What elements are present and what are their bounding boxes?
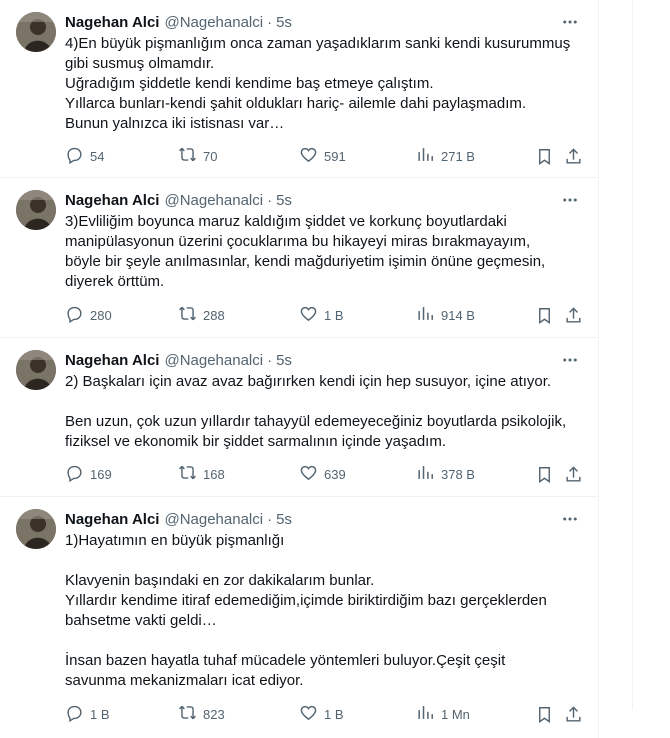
share-icon[interactable] [564, 463, 583, 485]
tweet-actions [65, 304, 585, 326]
timestamp[interactable]: 5s [276, 13, 292, 31]
tweet[interactable] [0, 178, 598, 338]
timestamp[interactable]: 5s [276, 351, 292, 369]
views-icon [416, 703, 435, 725]
like-count: 591 [324, 148, 346, 164]
bookmark-icon[interactable] [535, 703, 554, 725]
tweet-text-content: 3)Evliliğim boyunca maruz kaldığım şiddet ve korkunç boyutlardaki manipülasyonun üzerini çocuklarıma bu hikayeyi miras bırakmayayım, böyle bir şeyle anılmasınlar, kendi mağduriyetim işimin önüne geçmesin, diyerek örttüm. [65, 213, 546, 290]
timestamp[interactable]: 5s [276, 510, 292, 528]
views-button[interactable] [416, 304, 475, 326]
reply-icon [65, 463, 84, 485]
more-icon[interactable] [558, 10, 582, 34]
separator: · [267, 191, 273, 209]
reply-button[interactable] [65, 145, 104, 167]
avatar[interactable] [16, 190, 56, 230]
reply-icon [65, 145, 84, 167]
repost-count: 288 [203, 307, 225, 323]
bookmark-icon[interactable] [535, 463, 554, 485]
reply-button[interactable] [65, 304, 112, 326]
repost-count: 70 [203, 148, 218, 164]
like-count: 1 B [324, 307, 344, 323]
views-count: 1 Mn [441, 706, 470, 722]
like-icon [299, 145, 318, 167]
bookmark-icon[interactable] [535, 145, 554, 167]
author-name[interactable]: Nagehan Alci [65, 510, 160, 528]
avatar[interactable] [16, 509, 56, 549]
like-count: 639 [324, 466, 346, 482]
tweet-text [65, 531, 585, 691]
repost-button[interactable] [178, 463, 225, 485]
views-count: 914 B [441, 307, 475, 323]
tweet-text [65, 34, 585, 134]
repost-button[interactable] [178, 304, 225, 326]
views-icon [416, 145, 435, 167]
tweet-actions [65, 703, 585, 725]
tweet-text-content: 2) Başkaları için avaz avaz bağırırken kendi için hep susuyor, içine atıyor. Ben uzun, çok uzun yıllardır tahayyül edemeyeceğiniz boyutlarda psikolojik, fiziksel ve ekonomik bir şiddet sarmalının içinde yaşadım. [65, 373, 567, 450]
like-count: 1 B [324, 706, 344, 722]
author-name[interactable]: Nagehan Alci [65, 191, 160, 209]
author-name[interactable]: Nagehan Alci [65, 351, 160, 369]
separator: · [267, 510, 273, 528]
tweet-actions [65, 463, 585, 485]
reply-count: 280 [90, 307, 112, 323]
tweet-header [65, 509, 292, 529]
author-handle[interactable]: @Nagehanalci [164, 510, 264, 528]
tweet[interactable] [0, 0, 598, 178]
like-icon [299, 703, 318, 725]
reply-count: 169 [90, 466, 112, 482]
author-handle[interactable]: @Nagehanalci [164, 191, 264, 209]
tweet[interactable] [0, 338, 598, 497]
separator: · [267, 13, 273, 31]
like-button[interactable] [299, 145, 346, 167]
views-icon [416, 304, 435, 326]
author-handle[interactable]: @Nagehanalci [164, 351, 264, 369]
tweet-header [65, 350, 292, 370]
tweet-actions [65, 145, 585, 167]
reply-count: 1 B [90, 706, 110, 722]
like-icon [299, 463, 318, 485]
like-button[interactable] [299, 304, 344, 326]
like-icon [299, 304, 318, 326]
repost-icon [178, 304, 197, 326]
repost-icon [178, 703, 197, 725]
author-name[interactable]: Nagehan Alci [65, 13, 160, 31]
tweet-text [65, 212, 585, 292]
share-icon[interactable] [564, 145, 583, 167]
avatar[interactable] [16, 12, 56, 52]
tweet-header [65, 12, 292, 32]
reply-count: 54 [90, 148, 105, 164]
views-button[interactable] [416, 703, 470, 725]
tweet-text-content: 1)Hayatımın en büyük pişmanlığı Klavyenin başındaki en zor dakikalarım bunlar. Yıllardır kendime itiraf edemediğim,içimde biriktirdiğim bazı gerçeklerden bahsetme vakti geldi… İnsan bazen hayatla tuhaf mücadele yöntemleri buluyor.Çeşit çeşit savunma mekanizmaları icat ediyor. [65, 532, 547, 689]
repost-icon [178, 463, 197, 485]
repost-button[interactable] [178, 145, 217, 167]
views-button[interactable] [416, 145, 475, 167]
bookmark-icon[interactable] [535, 304, 554, 326]
reply-icon [65, 703, 84, 725]
more-icon[interactable] [558, 188, 582, 212]
share-icon[interactable] [564, 304, 583, 326]
tweet[interactable] [0, 497, 598, 738]
tweet-text-content: 4)En büyük pişmanlığım onca zaman yaşadıklarım sanki kendi kusurummuş gibi susmuş olmamdır. Uğradığım şiddetle kendi kendime baş etmeye çalıştım. Yıllarca bunları-kendi şahit oldukları hariç- ailemle dahi paylaşmadım. Bunun yalnızca iki istisnası var… [65, 35, 571, 132]
more-icon[interactable] [558, 348, 582, 372]
avatar[interactable] [16, 350, 56, 390]
repost-count: 168 [203, 466, 225, 482]
more-icon[interactable] [558, 507, 582, 531]
reply-button[interactable] [65, 463, 112, 485]
repost-icon [178, 145, 197, 167]
views-count: 271 B [441, 148, 475, 164]
author-handle[interactable]: @Nagehanalci [164, 13, 264, 31]
repost-button[interactable] [178, 703, 225, 725]
like-button[interactable] [299, 463, 346, 485]
reply-icon [65, 304, 84, 326]
separator: · [267, 351, 273, 369]
views-icon [416, 463, 435, 485]
views-count: 378 B [441, 466, 475, 482]
timestamp[interactable]: 5s [276, 191, 292, 209]
views-button[interactable] [416, 463, 475, 485]
tweet-text [65, 372, 585, 452]
reply-button[interactable] [65, 703, 110, 725]
tweet-header [65, 190, 292, 210]
share-icon[interactable] [564, 703, 583, 725]
sidebar-divider [632, 0, 633, 710]
repost-count: 823 [203, 706, 225, 722]
like-button[interactable] [299, 703, 344, 725]
